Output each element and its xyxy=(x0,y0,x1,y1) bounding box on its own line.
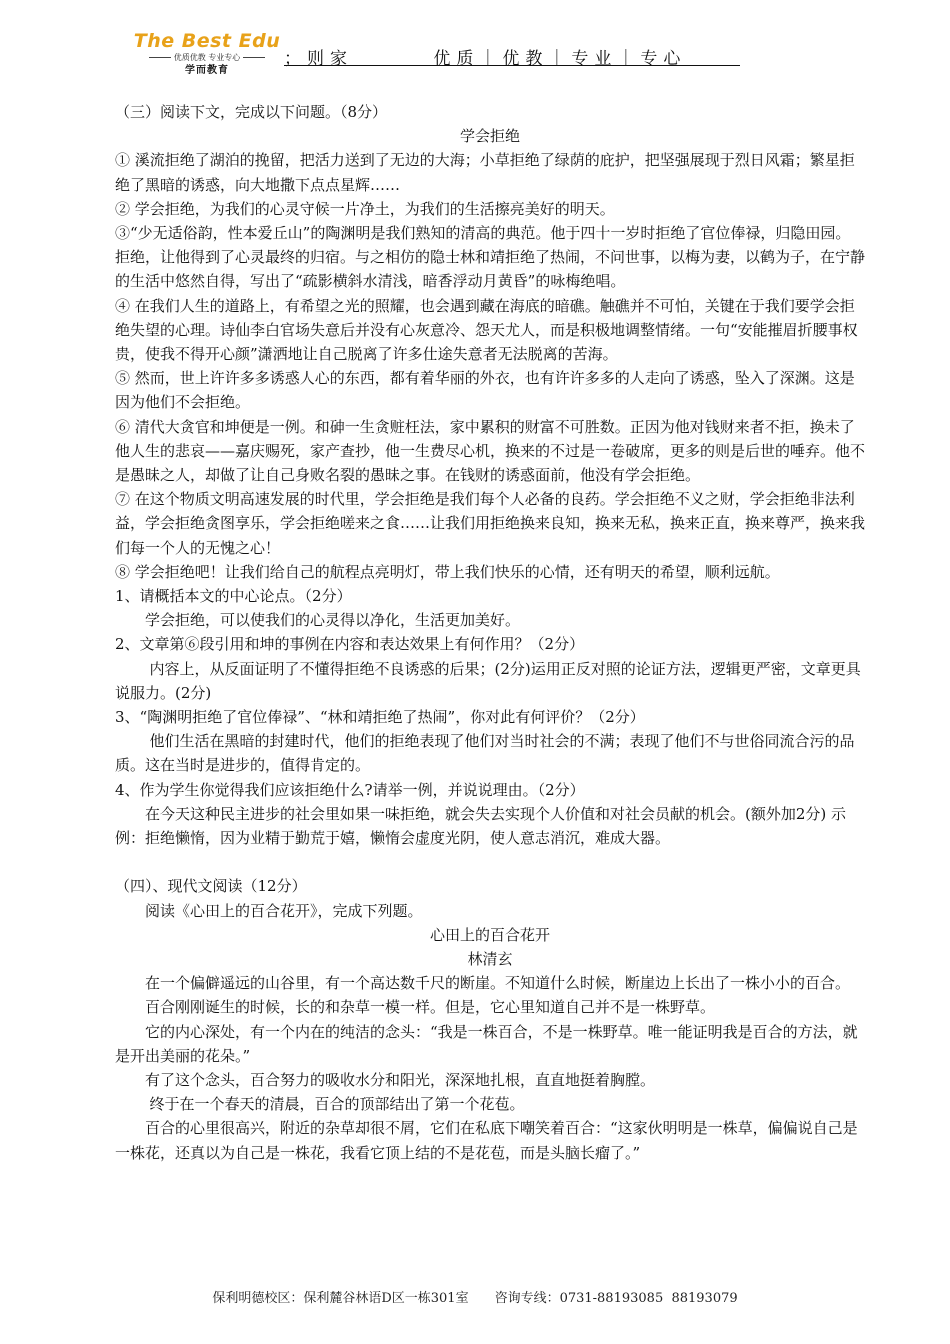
paragraph: 有了这个念头，百合努力的吸收水分和阳光，深深地扎根，直直地挺着胸膛。 xyxy=(145,1070,656,1089)
logo-name: 学而教育 xyxy=(185,65,229,76)
question: 2、文章第⑥段引用和坤的事例在内容和表达效果上有何作用？（2分） xyxy=(115,635,585,654)
paragraph: ⑤ 然而，世上许许多多诱惑人心的东西，都有着华丽的外衣，也有许许多多的人走向了诱惑，坠入了深渊。这是因为他们不会拒绝。 xyxy=(115,369,855,412)
answer: 学会拒绝，可以使我们的心灵得以净化，生活更加美好。 xyxy=(145,611,521,630)
section4-heading: （四）、现代文阅读（12分） xyxy=(115,877,307,896)
paragraph: 它的内心深处，有一个内在的纯洁的念头：“我是一株百合，不是一株野草。唯一能证明我是百合的方法，就是开出美丽的花朵。” xyxy=(115,1022,858,1065)
question: 1、请概括本文的中心论点。（2分） xyxy=(115,587,352,606)
page-header xyxy=(132,30,742,88)
paragraph: ① 溪流拒绝了湖泊的挽留，把活力送到了无边的大海；小草拒绝了绿荫的庇护，把坚强展现于烈日风霜；繁星拒绝了黑暗的诱惑，向大地撒下点点星辉…… xyxy=(115,151,855,194)
question: 4、作为学生你觉得我们应该拒绝什么?请举一例，并说说理由。（2分） xyxy=(115,780,585,799)
answer: 内容上，从反面证明了不懂得拒绝不良诱惑的后果；(2分)运用正反对照的论证方法，逻辑更严密，文章更具说服力。(2分) xyxy=(115,659,861,702)
page-footer: 保利明德校区：保利麓谷林语D区一栋301室 咨询专线：0731-88193085 88193079 xyxy=(212,1291,738,1306)
paragraph: 终于在一个春天的清晨，百合的顶部结出了第一个花苞。 xyxy=(149,1095,525,1114)
question: 3、“陶渊明拒绝了官位俸禄”、“林和靖拒绝了热闹”，你对此有何评价？（2分） xyxy=(115,708,645,727)
paragraph: 百合刚刚诞生的时候，长的和杂草一模一样。但是，它心里知道自己并不是一株野草。 xyxy=(145,998,716,1017)
brand-logo xyxy=(132,30,282,86)
paragraph: ③“少无适俗韵，性本爱丘山”的陶渊明是我们熟知的清高的典范。他于四十一岁时拒绝了官位俸禄，归隐田园。拒绝，让他得到了心灵最终的归宿。与之相仿的隐士林和靖拒绝了热闹，不问世事，以梅为妻，以鹤为子，在宁静的生活中悠然自得，写出了“疏影横斜水清浅，暗香浮动月黄昏”的咏梅绝唱。 xyxy=(115,224,866,291)
paragraph: ② 学会拒绝，为我们的心灵守候一片净土，为我们的生活擦亮美好的明天。 xyxy=(115,199,615,218)
answer: 在今天这种民主进步的社会里如果一味拒绝，就会失去实现个人价值和对社会员献的机会。(额外加2分) 示例：拒绝懒惰，因为业精于勤荒于嬉，懒惰会虚度光阴，使人意志消沉，难成大器。 xyxy=(115,804,847,848)
paragraph: 在一个偏僻遥远的山谷里，有一个高达数千尺的断崖。不知道什么时候，断崖边上长出了一株小小的百合。 xyxy=(145,974,851,993)
answer: 他们生活在黑暗的封建时代，他们的拒绝表现了他们对当时社会的不满；表现了他们不与世俗同流合污的品质。这在当时是进步的，值得肯定的。 xyxy=(115,732,855,775)
paragraph: ⑧ 学会拒绝吧！让我们给自己的航程点亮明灯，带上我们快乐的心情，还有明天的希望，顺利远航。 xyxy=(115,562,780,581)
section4-instruction: 阅读《心田上的百合花开》，完成下列题。 xyxy=(145,901,423,920)
paragraph: ⑦ 在这个物质文明高速发展的时代里，学会拒绝是我们每个人必备的良药。学会拒绝不义之财，学会拒绝非法利益，学会拒绝贪图享乐，学会拒绝嗟来之食……让我们用拒绝换来良知，换来无私，换来正直，换来尊严，换来我们每一个人的无愧之心！ xyxy=(115,490,866,557)
section3-heading: （三）阅读下文，完成以下问题。（8分） xyxy=(115,103,388,121)
logo-tagline: 优质优教 专业专心 xyxy=(132,52,282,64)
logo-title: The Best Edu xyxy=(133,30,281,52)
paragraph: ⑥ 清代大贪官和坤便是一例。和砷一生贪赃枉法，家中累积的财富不可胜数。正因为他对钱财来者不拒，换未了他人生的悲哀——嘉庆赐死，家产查抄，他一生费尽心机，换来的不过是一卷破席，更多的则是后世的唾弃。他不是愚昧之人，却做了让自己身败名裂的愚昧之事。在钱财的诱惑面前，他没有学会拒绝。 xyxy=(115,417,866,485)
section3-title: 学会拒绝 xyxy=(459,127,520,146)
section4-author: 林清玄 xyxy=(467,949,513,968)
spacer xyxy=(115,850,865,874)
section4-title: 心田上的百合花开 xyxy=(429,925,550,944)
paragraph: 百合的心里很高兴，附近的杂草却很不屑，它们在私底下嘲笑着百合：“这家伙明明是一株草，偏偏说自己是一株花，还真以为自己是一株花，我看它顶上结的不是花苞，而是头脑长瘤了。” xyxy=(115,1119,858,1162)
document-body xyxy=(115,100,865,1165)
paragraph: ④ 在我们人生的道路上，有希望之光的照耀，也会遇到藏在海底的暗礁。触礁并不可怕，关键在于我们要学会拒绝失望的心理。诗仙李白官场失意后并没有心灰意冷、怨天尤人，而是积极地调整情绪。一句“安能摧眉折腰事权贵，使我不得开心颜”潇洒地让自己脱离了许多仕途失意者无法脱离的苦海。 xyxy=(115,296,858,364)
header-motto: ；则家 优质｜优教｜专业｜专心 xyxy=(284,49,687,69)
header-rule xyxy=(284,65,740,66)
